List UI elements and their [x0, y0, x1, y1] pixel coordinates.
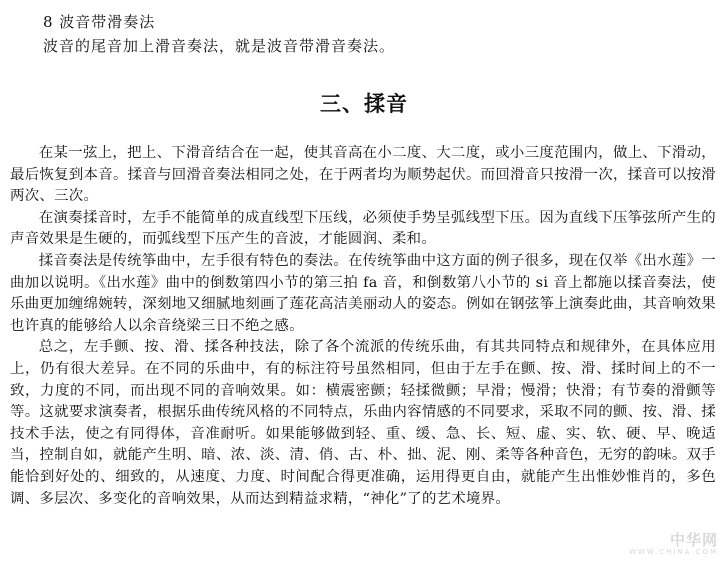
paragraph-1: 在某一弦上，把上、下滑音结合在一起，使其音高在小二度、大二度，或小三度范围内，做上、下滑动，最后恢复到本音。揉音与回滑音奏法相同之处，在于两者均为顺势起伏。而回滑音只按滑一次，揉音可以按滑两次、三次。 [10, 145, 716, 205]
subsection-body-text: 波音的尾音加上滑音奏法，就是波音带滑音奏法。 [43, 37, 396, 55]
section-heading: 三、揉音 [320, 92, 408, 116]
watermark-logo-text: 中华网 [669, 531, 718, 549]
paragraph-4: 总之，左手颤、按、滑、揉各种技法，除了各个流派的传统乐曲，有其共同特点和规律外，在具体应用上，仍有很大差异。在不同的乐曲中，有的标注符号虽然相同，但由于左手在颤、按、滑、揉时间上的不一致，力度的不同，而出现不同的音响效果。如：横震密颤；轻揉微颤；早滑；慢滑；快滑；有节奏的滑颤等等。这就要求演奏者，根据乐曲传统风格的不同特点，乐曲内容情感的不同要求，采取不同的颤、按、滑、揉技术手法，使之有同得体，音准耐听。如果能够做到轻、重、缓、急、长、短、虚、实、软、硬、早、晚适当，控制自如，就能产生明、暗、浓、淡、清、俏、古、朴、拙、泥、刚、柔等各种音色，无穷的韵味。双手能恰到好处的、细致的，从速度、力度、时间配合得更准确，运用得更自由，就能产生出惟妙惟肖的，多色调、多层次、多变化的音响效果，从而达到精益求精，“神化”了的艺术境界。 [10, 339, 716, 507]
paragraph-3: 揉音奏法是传统筝曲中，左手很有特色的奏法。在传统筝曲中这方面的例子很多，现在仅举《出水莲》一曲加以说明。《出水莲》曲中的倒数第四小节的第三拍 fa 音，和倒数第八小节的 si 音上都施以揉音奏法，使乐曲更加缠绵婉转，深刻地又细腻地刻画了莲花高洁美丽动人的姿态。例如在钢弦筝上演奏此曲，其音响效果也许真的能够给人以余音绕梁三日不绝之感。 [10, 252, 716, 334]
paragraph-2: 在演奏揉音时，左手不能简单的成直线型下压线，必须使手势呈弧线型下压。因为直线下压筝弦所产生的声音效果是生硬的，而弧线型下压产生的音波，才能圆润、柔和。 [10, 209, 716, 248]
watermark-url-text: WWW.CHINA.COM [629, 548, 718, 556]
section-body [10, 143, 716, 510]
subsection-title: 8 波音带滑奏法 [43, 13, 156, 31]
watermark-logo [629, 532, 718, 556]
